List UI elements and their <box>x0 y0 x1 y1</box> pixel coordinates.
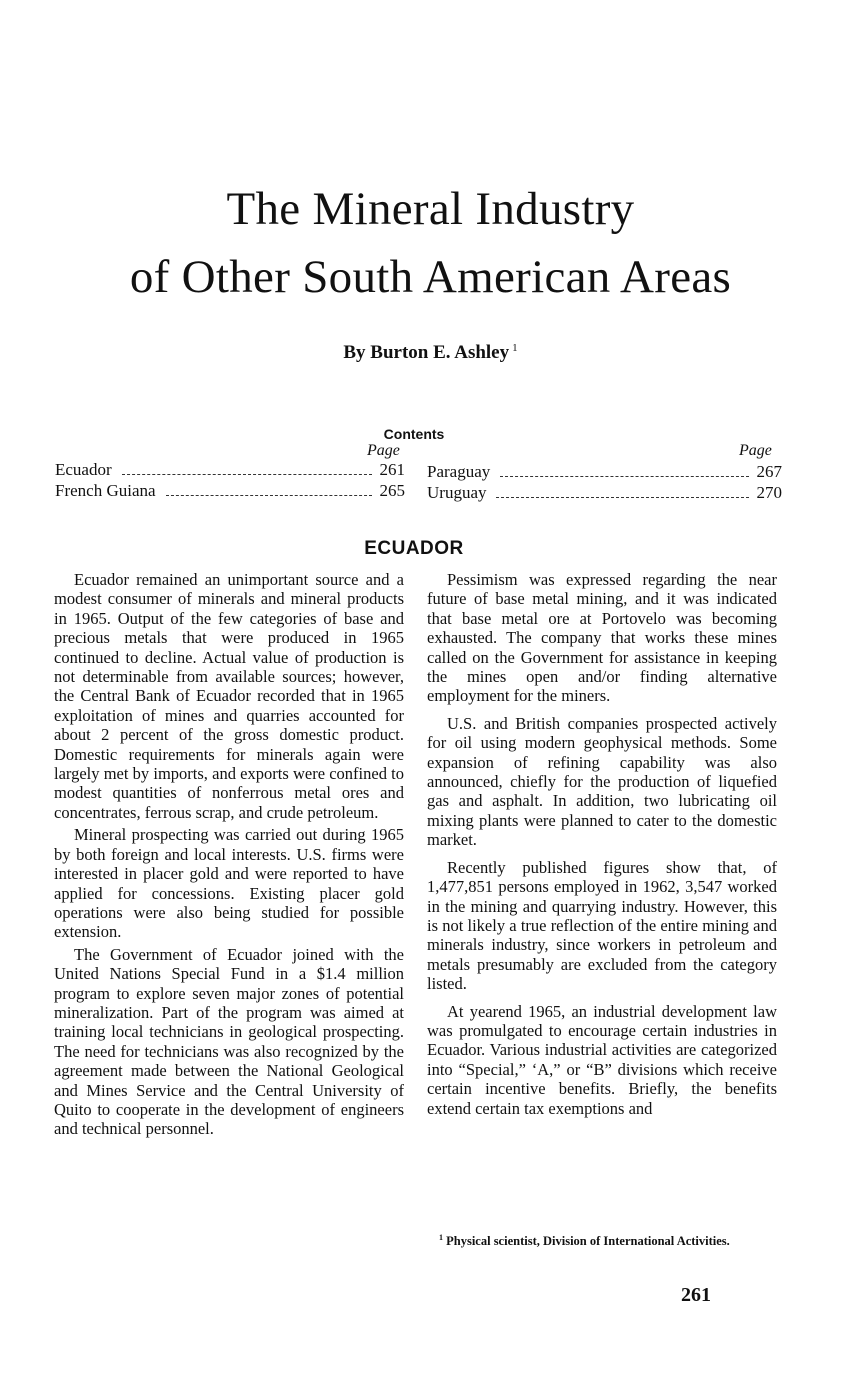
contents-page-label-right: Page <box>739 442 772 459</box>
section-heading: ECUADOR <box>364 538 464 559</box>
paragraph: Mineral prospecting was carried out during 1965 by both foreign and local interests. U.S. firms were interested in placer gold and were reported to have applied for concessions. Existing placer gold operations were also being studied for possible extension. <box>54 825 404 942</box>
paragraph: Pessimism was expressed regarding the near future of base metal mining, and it was indicated that base metal ore at Portovelo was becoming exhausted. The company that works these mines called on the Government for assistance in keeping the mines open and/or finding alternative employment for the miners. <box>427 570 777 706</box>
right-column <box>427 570 777 1126</box>
paragraph: Recently published figures show that, of 1,477,851 persons employed in 1962, 3,547 worked in the mining and quarrying industry. However, this is not likely a true reflection of the entire mining and minerals industry, since workers in petroleum and metals presumably are excluded from the category listed. <box>427 857 777 994</box>
toc-leader <box>496 497 748 498</box>
toc-entry-name: Ecuador <box>55 460 112 479</box>
left-column <box>54 570 404 1142</box>
contents-page-label-left: Page <box>367 442 400 459</box>
page-number: 261 <box>681 1284 711 1306</box>
toc-entry-french-guiana[interactable] <box>55 481 405 501</box>
toc-entry-ecuador[interactable] <box>55 460 405 480</box>
toc-entry-page: 261 <box>379 460 405 479</box>
footnote-marker: 1 <box>439 1233 443 1242</box>
title-line-2: of Other South American Areas <box>129 251 732 303</box>
toc-entry-uruguay[interactable] <box>427 483 782 503</box>
toc-entry-name: French Guiana <box>55 481 156 500</box>
author-footnote-ref: 1 <box>512 342 518 354</box>
byline <box>0 342 861 364</box>
toc-leader <box>122 474 372 475</box>
toc-entry-paraguay[interactable] <box>427 462 782 482</box>
toc-entry-name: Paraguay <box>427 462 491 481</box>
contents-heading: Contents <box>383 426 445 442</box>
toc-entry-page: 270 <box>756 483 782 502</box>
paragraph: Ecuador remained an unimportant source and a modest consumer of minerals and mineral products in 1965. Output of the few categories of base and precious metals that were produced in 1965 continued to decline. Actual value of production is not determinable from available sources; however, the Central Bank of Ecuador recorded that in 1965 exploitation of mines and quarries accounted for about 2 percent of the gross domestic product. Domestic requirements for minerals again were largely met by imports, and exports were confined to modest quantities of nonferrous metal ores and concentrates, ferrous scrap, and crude petroleum. <box>54 570 404 822</box>
toc-entry-page: 265 <box>379 481 405 500</box>
toc-entry-name: Uruguay <box>427 483 487 502</box>
title-line-1: The Mineral Industry <box>226 183 635 235</box>
toc-entry-page: 267 <box>756 462 782 481</box>
toc-leader <box>166 495 372 496</box>
footnote-text: Physical scientist, Division of International Activities. <box>446 1234 730 1249</box>
author-name: By Burton E. Ashley <box>343 342 510 363</box>
paragraph: At yearend 1965, an industrial development law was promulgated to encourage certain industries in Ecuador. Various industrial activities are categorized into “Special,” ‘A,” or “B” divisions which receive certain incentive benefits. Briefly, the benefits extend certain tax exemptions and <box>427 1001 777 1118</box>
toc-leader <box>500 476 748 477</box>
paragraph: U.S. and British companies prospected actively for oil using modern geophysical methods. Some expansion of refining capability was also announced, chiefly for the production of liquefied gas and asphalt. In addition, two lubricating oil mixing plants were planned to cater to the domestic market. <box>427 713 777 850</box>
footnote <box>427 1231 777 1248</box>
paragraph: The Government of Ecuador joined with the United Nations Special Fund in a $1.4 million program to explore seven major zones of potential mineralization. Part of the program was aimed at training local technicians in geological prospecting. The need for technicians was also recognized by the agreement made between the National Geological and Mines Service and the Central University of Quito to cooperate in the development of engineers and technical personnel. <box>54 944 404 1139</box>
